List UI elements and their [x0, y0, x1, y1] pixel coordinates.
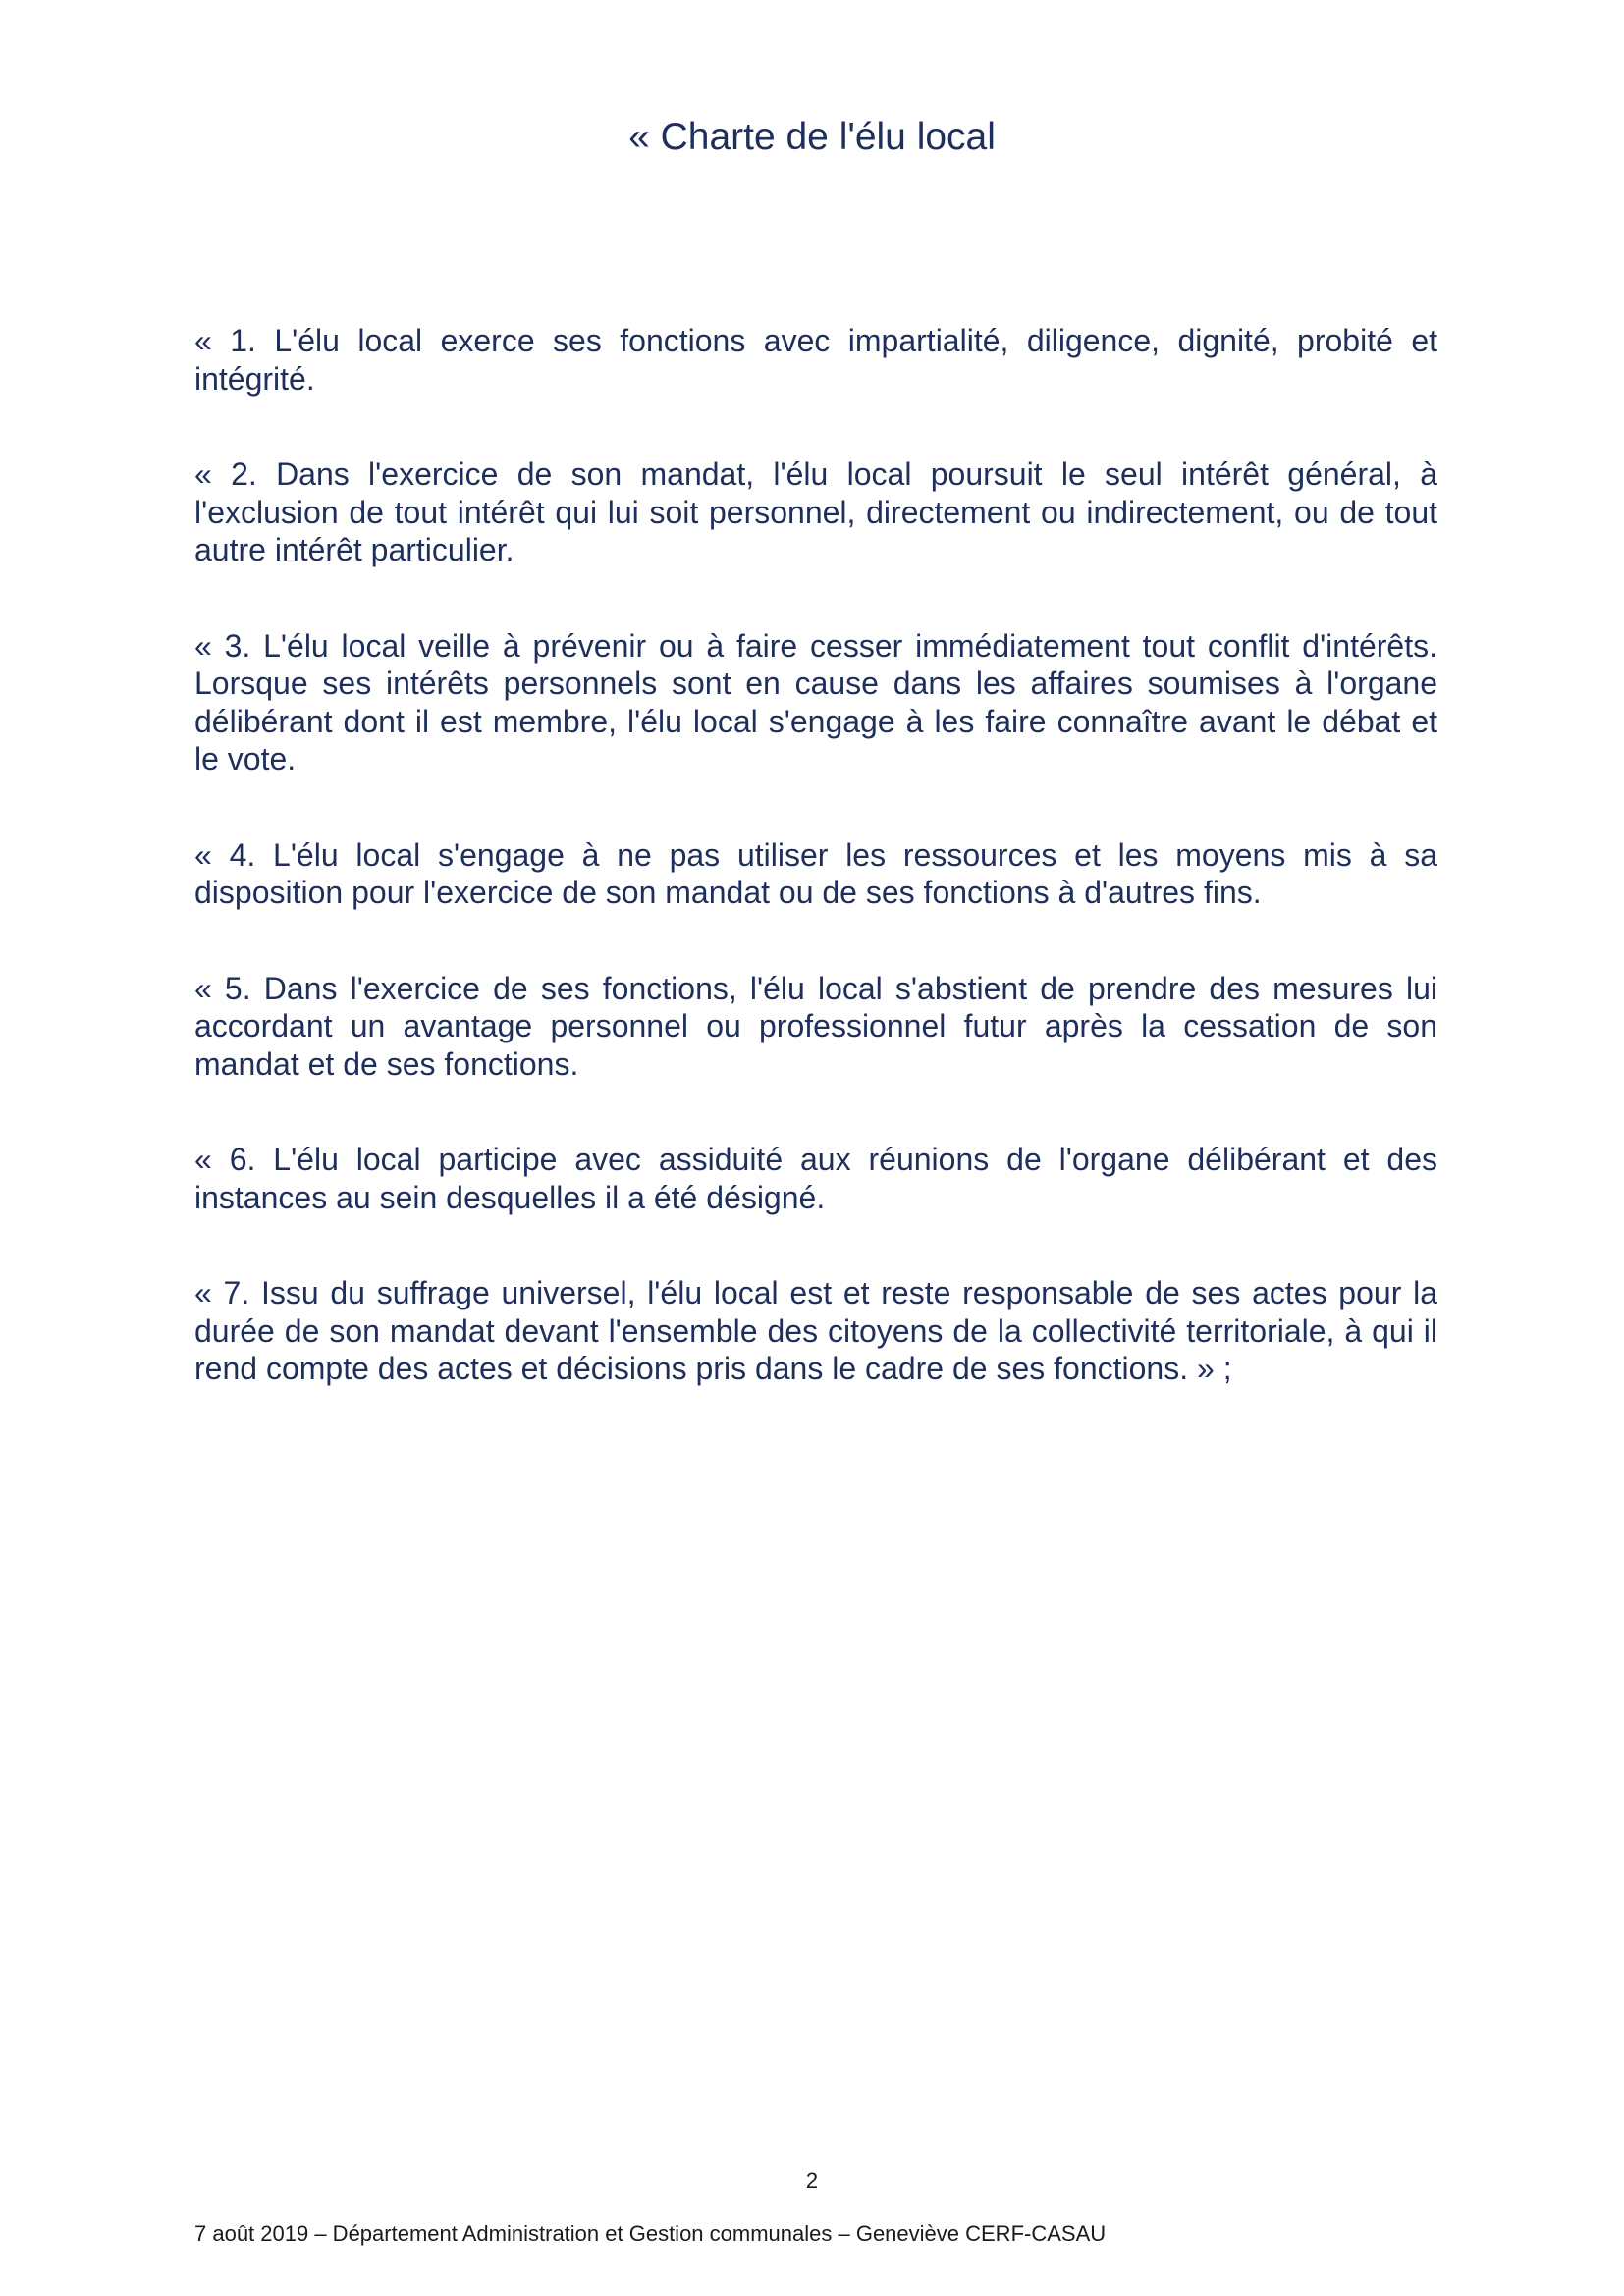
- page-number: 2: [805, 2168, 819, 2193]
- article-1: « 1. L'élu local exerce ses fonctions avec impartialité, diligence, dignité, probité et intégrité.: [194, 323, 1437, 397]
- page-title: « Charte de l'élu local: [628, 116, 996, 158]
- article-6: « 6. L'élu local participe avec assiduité aux réunions de l'organe délibérant et des instances au sein desquelles il a été désigné.: [194, 1142, 1437, 1215]
- article-4: « 4. L'élu local s'engage à ne pas utiliser les ressources et les moyens mis à sa disposition pour l'exercice de son mandat ou de ses fonctions à d'autres fins.: [194, 836, 1437, 910]
- article-7: « 7. Issu du suffrage universel, l'élu local est et reste responsable de ses actes pour la durée de son mandat devant l'ensemble des citoyens de la collectivité territoriale, à qui il rend compte des actes et décisions pris dans le cadre de ses fonctions. » ;: [194, 1275, 1437, 1386]
- page-footer: 7 août 2019 – Département Administration et Gestion communales – Geneviève CERF-CASAU: [194, 2221, 1107, 2246]
- article-5: « 5. Dans l'exercice de ses fonctions, l'élu local s'abstient de prendre des mesures lui accordant un avantage personnel ou professionnel futur après la cessation de son mandat et de ses fonctions.: [194, 970, 1437, 1082]
- charter-articles: [194, 322, 1437, 1446]
- article-3: « 3. L'élu local veille à prévenir ou à faire cesser immédiatement tout conflit d'intérêts. Lorsque ses intérêts personnels sont en cause dans les affaires soumises à l'organe délibérant dont il est membre, l'élu local s'engage à les faire connaître avant le débat et le vote.: [194, 627, 1437, 776]
- article-2: « 2. Dans l'exercice de son mandat, l'élu local poursuit le seul intérêt général, à l'exclusion de tout intérêt qui lui soit personnel, directement ou indirectement, ou de tout autre intérêt particulier.: [194, 456, 1437, 567]
